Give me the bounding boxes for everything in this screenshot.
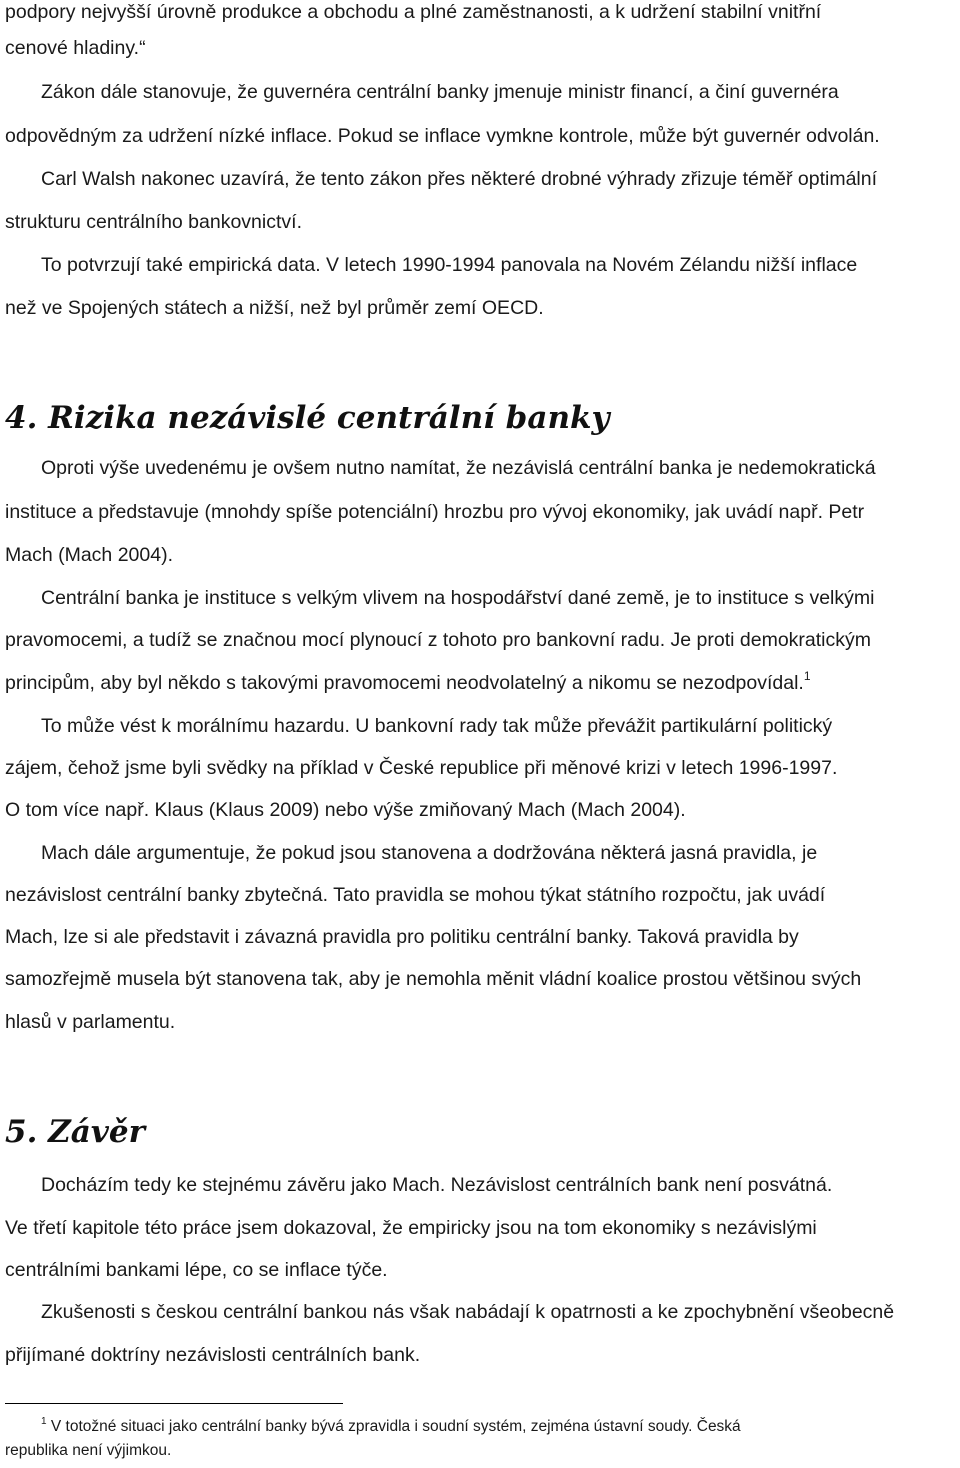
paragraph-line: strukturu centrálního bankovnictví.	[5, 211, 302, 233]
paragraph-line: podpory nejvyšší úrovně produkce a obchodu a plné zaměstnanosti, a k udržení stabilní vnitřní	[5, 1, 822, 23]
paragraph-line: Docházím tedy ke stejnému závěru jako Mach. Nezávislost centrálních bank není posvátná.	[41, 1174, 833, 1196]
paragraph-line: Mach dále argumentuje, že pokud jsou stanovena a dodržována některá jasná pravidla, je	[41, 842, 818, 864]
paragraph-line: pravomocemi, a tudíž se značnou mocí plynoucí z tohoto pro bankovní radu. Je proti demokratickým	[5, 629, 872, 651]
footnote-number: 1	[41, 1415, 47, 1427]
paragraph-line: nezávislost centrální banky zbytečná. Tato pravidla se mohou týkat státního rozpočtu, jak uvádí	[5, 884, 826, 906]
section-heading: 5. Závěr	[5, 1114, 145, 1150]
paragraph-line: Carl Walsh nakonec uzavírá, že tento zákon přes některé drobné výhrady zřizuje téměř optimální	[41, 168, 878, 190]
paragraph-line: cenové hladiny.“	[5, 37, 146, 59]
paragraph-line: zájem, čehož jsme byli svědky na příklad v České republice při měnové krizi v letech 1996-1997.	[5, 757, 838, 779]
paragraph-line: než ve Spojených státech a nižší, než byl průměr zemí OECD.	[5, 297, 544, 319]
paragraph-line: odpovědným za udržení nízké inflace. Pokud se inflace vymkne kontrole, může být guvernér odvolán.	[5, 125, 880, 147]
footnote-separator	[5, 1403, 343, 1404]
paragraph-line: Centrální banka je instituce s velkým vlivem na hospodářství dané země, je to instituce s velkými	[41, 587, 875, 609]
paragraph-line: Ve třetí kapitole této práce jsem dokazoval, že empiricky jsou na tom ekonomiky s nezávislými	[5, 1217, 817, 1239]
paragraph-line: přijímané doktríny nezávislosti centrálních bank.	[5, 1344, 421, 1366]
paragraph-line: samozřejmě musela být stanovena tak, aby je nemohla měnit vládní koalice prostou většinou svých	[5, 968, 862, 990]
footnote-line: republika není výjimkou.	[5, 1442, 172, 1459]
paragraph-line: Oproti výše uvedenému je ovšem nutno namítat, že nezávislá centrální banka je nedemokratická	[41, 457, 876, 479]
paragraph-line: centrálními bankami lépe, co se inflace týče.	[5, 1259, 388, 1281]
paragraph-line: Zákon dále stanovuje, že guvernéra centrální banky jmenuje ministr financí, a činí guvernéra	[41, 81, 839, 103]
line-text: principům, aby byl někdo s takovými pravomocemi neodvolatelný a nikomu se nezodpovídal.	[5, 672, 804, 694]
footnote-ref: 1	[803, 668, 811, 683]
paragraph-line: Mach (Mach 2004).	[5, 544, 173, 566]
paragraph-line	[5, 668, 811, 695]
paragraph-line: hlasů v parlamentu.	[5, 1011, 176, 1033]
paragraph-line: O tom více např. Klaus (Klaus 2009) nebo výše zmiňovaný Mach (Mach 2004).	[5, 799, 686, 821]
section-heading: 4. Rizika nezávislé centrální banky	[5, 400, 610, 436]
paragraph-line: Mach, lze si ale představit i závazná pravidla pro politiku centrální banky. Taková pravidla by	[5, 926, 799, 948]
footnote-text: V totožné situaci jako centrální banky bývá zpravidla i soudní systém, zejména ústavní soudy. Česká	[46, 1418, 741, 1435]
paragraph-line: Zkušenosti s českou centrální bankou nás však nabádají k opatrnosti a ke zpochybnění všeobecně	[41, 1301, 895, 1323]
footnote-line	[41, 1417, 741, 1437]
paragraph-line: To může vést k morálnímu hazardu. U bankovní rady tak může převážit partikulární politický	[41, 715, 833, 737]
paragraph-line: To potvrzují také empirická data. V letech 1990-1994 panovala na Novém Zélandu nižší inflace	[41, 254, 858, 276]
paragraph-line: instituce a představuje (mnohdy spíše potenciální) hrozbu pro vývoj ekonomiky, jak uvádí např. Petr	[5, 501, 865, 523]
